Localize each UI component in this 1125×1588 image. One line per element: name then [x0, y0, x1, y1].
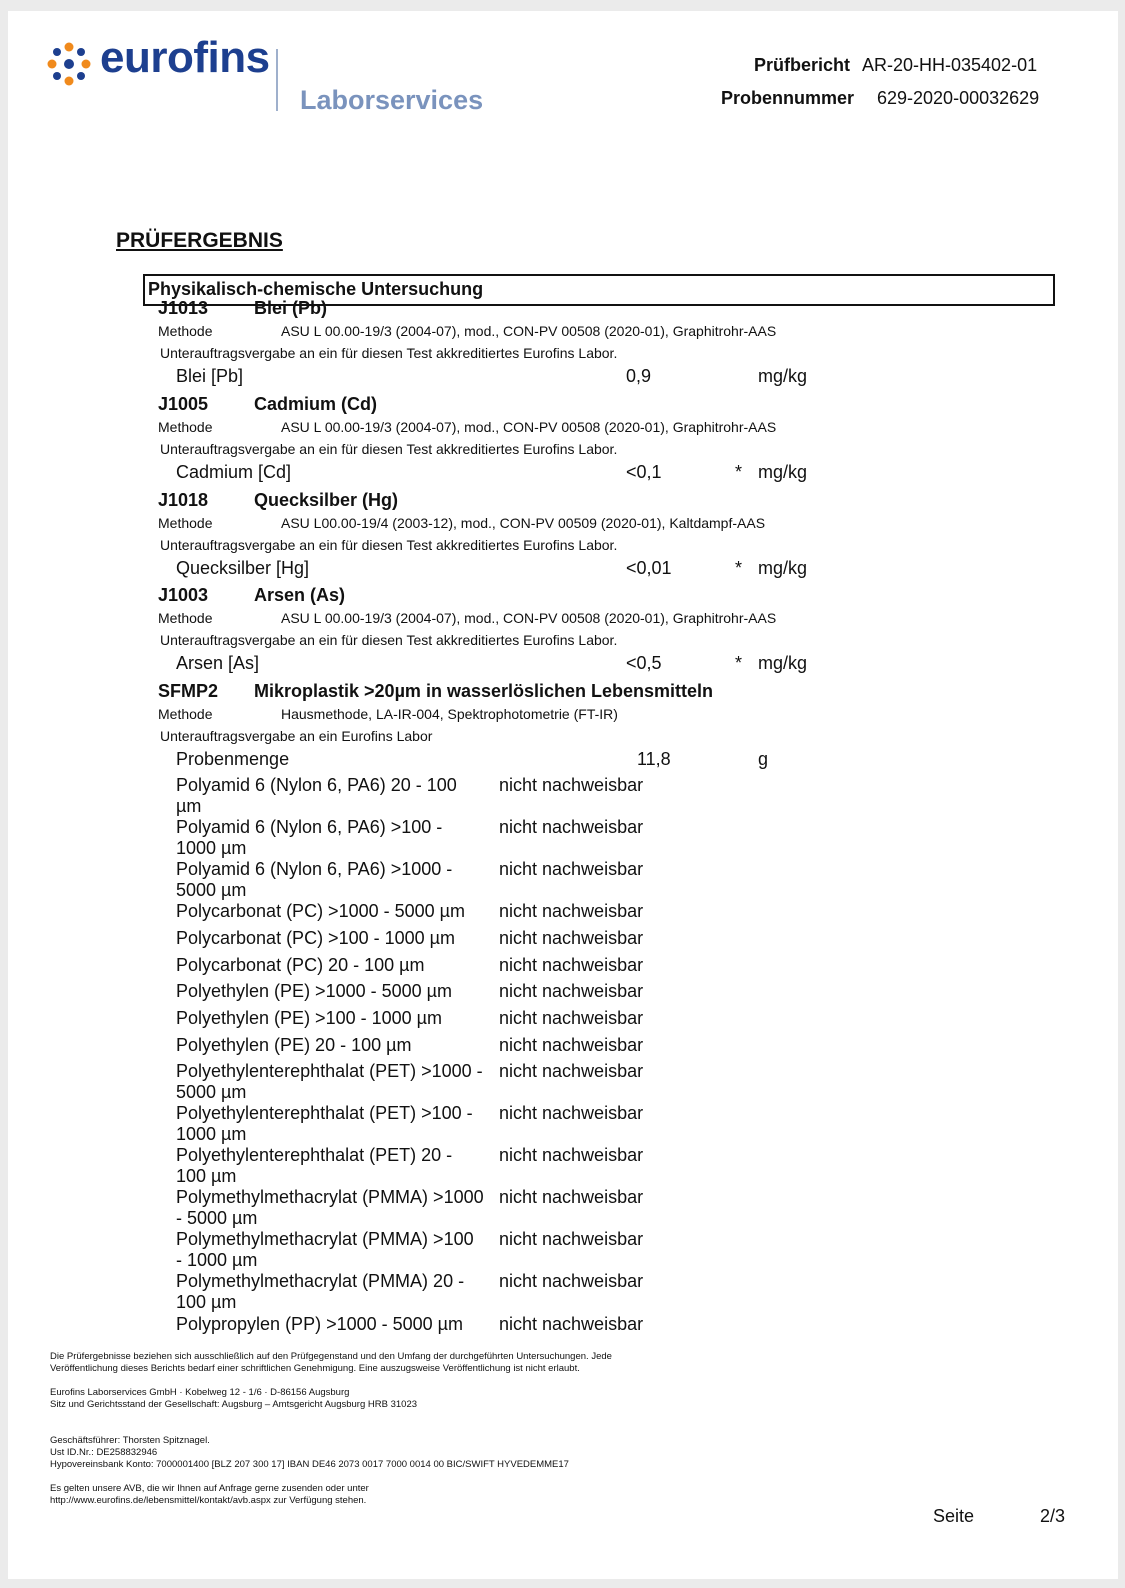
- polymer-name: Polymethylmethacrylat (PMMA) >1000 - 5000 µm: [176, 1187, 484, 1228]
- polymer-result: nicht nachweisbar: [499, 1271, 644, 1291]
- polymer-result: nicht nachweisbar: [499, 859, 644, 879]
- subcontract-note: Unterauftragsvergabe an ein für diesen Test akkreditiertes Eurofins Labor.: [160, 537, 618, 553]
- result-value: <0,1: [626, 462, 662, 482]
- polymer-name: Polyethylenterephthalat (PET) >100 - 1000 µm: [176, 1103, 473, 1144]
- polymer-result: nicht nachweisbar: [499, 1035, 644, 1055]
- method-label: Methode: [158, 706, 213, 722]
- subcontract-note: Unterauftragsvergabe an ein für diesen Test akkreditiertes Eurofins Labor.: [160, 632, 618, 648]
- polymer-name: Polypropylen (PP) >1000 - 5000 µm: [176, 1314, 464, 1334]
- polymer-result: nicht nachweisbar: [499, 1187, 644, 1207]
- footer-avb-line1: Es gelten unsere AVB, die wir Ihnen auf Anfrage gerne zusenden oder unter: [50, 1483, 369, 1494]
- method-text: ASU L 00.00-19/3 (2004-07), mod., CON-PV 00508 (2020-01), Graphitrohr-AAS: [281, 419, 777, 435]
- test-code: SFMP2: [158, 681, 219, 701]
- subcontract-note: Unterauftragsvergabe an ein Eurofins Labor: [160, 728, 433, 744]
- method-text: Hausmethode, LA-IR-004, Spektrophotometrie (FT-IR): [281, 706, 618, 722]
- test-code: J1018: [158, 490, 209, 510]
- result-unit: mg/kg: [758, 462, 808, 482]
- test-title: Mikroplastik >20µm in wasserlöslichen Lebensmitteln: [254, 681, 714, 701]
- result-unit: mg/kg: [758, 366, 808, 386]
- result-value: <0,5: [626, 653, 662, 673]
- page-number: 2/3: [1040, 1506, 1066, 1526]
- polymer-result: nicht nachweisbar: [499, 901, 644, 921]
- subcontract-note: Unterauftragsvergabe an ein für diesen Test akkreditiertes Eurofins Labor.: [160, 441, 618, 457]
- report-page: [8, 11, 1118, 1579]
- method-text: ASU L 00.00-19/3 (2004-07), mod., CON-PV 00508 (2020-01), Graphitrohr-AAS: [281, 610, 777, 626]
- method-text: ASU L 00.00-19/3 (2004-07), mod., CON-PV 00508 (2020-01), Graphitrohr-AAS: [281, 323, 777, 339]
- logo-divider: [276, 49, 278, 111]
- polymer-result: nicht nachweisbar: [499, 981, 644, 1001]
- polymer-result: nicht nachweisbar: [499, 775, 644, 795]
- result-value: 0,9: [626, 366, 652, 386]
- polymer-name: Polyamid 6 (Nylon 6, PA6) >1000 - 5000 µm: [176, 859, 453, 900]
- footer-address: Eurofins Laborservices GmbH · Kobelweg 12 - 1/6 · D-86156 Augsburg: [50, 1387, 350, 1398]
- sample-amount-label: Probenmenge: [176, 749, 290, 769]
- polymer-name: Polyethylen (PE) >100 - 1000 µm: [176, 1008, 443, 1028]
- polymer-name: Polyamid 6 (Nylon 6, PA6) >100 - 1000 µm: [176, 817, 443, 858]
- result-flag: *: [735, 653, 743, 673]
- test-code: J1013: [158, 298, 209, 318]
- result-name: Quecksilber [Hg]: [176, 558, 310, 578]
- method-label: Methode: [158, 323, 213, 339]
- sample-number: 629-2020-00032629: [877, 88, 1040, 108]
- polymer-result: nicht nachweisbar: [499, 955, 644, 975]
- test-code: J1005: [158, 394, 209, 414]
- result-name: Cadmium [Cd]: [176, 462, 292, 482]
- polymer-name: Polyethylen (PE) >1000 - 5000 µm: [176, 981, 453, 1001]
- method-label: Methode: [158, 515, 213, 531]
- polymer-result: nicht nachweisbar: [499, 1103, 644, 1123]
- footer-avb-line2: http://www.eurofins.de/lebensmittel/kontakt/avb.aspx zur Verfügung stehen.: [50, 1495, 367, 1506]
- polymer-name: Polyamid 6 (Nylon 6, PA6) 20 - 100 µm: [176, 775, 457, 816]
- test-title: Cadmium (Cd): [254, 394, 377, 414]
- polymer-name: Polyethylenterephthalat (PET) >1000 - 5000 µm: [176, 1061, 483, 1102]
- footer-legal: Die Prüfergebnisse beziehen sich ausschließlich auf den Prüfgegenstand und den Umfang der durchgeführten Untersuchungen. Jede Veröffentlichung dieses Berichts bedarf einer schriftlichen Genehmigung. Eine auszugsweise Veröffentlichung ist nicht erlaubt.: [50, 1351, 612, 1374]
- division-name: Laborservices: [300, 85, 484, 115]
- test-code: J1003: [158, 585, 209, 605]
- result-flag: *: [735, 558, 743, 578]
- result-value: <0,01: [626, 558, 672, 578]
- polymer-result: nicht nachweisbar: [499, 1008, 644, 1028]
- polymer-name: Polyethylen (PE) 20 - 100 µm: [176, 1035, 412, 1055]
- test-title: Quecksilber (Hg): [254, 490, 399, 510]
- report-label: Prüfbericht: [754, 55, 851, 75]
- report-number: AR-20-HH-035402-01: [862, 55, 1038, 75]
- polymer-result: nicht nachweisbar: [499, 928, 644, 948]
- sample-label: Probennummer: [721, 88, 855, 108]
- result-name: Arsen [As]: [176, 653, 260, 673]
- footer-registry: Sitz und Gerichtsstand der Gesellschaft: Augsburg – Amtsgericht Augsburg HRB 31023: [50, 1399, 418, 1410]
- polymer-name: Polymethylmethacrylat (PMMA) >100 - 1000 µm: [176, 1229, 474, 1270]
- result-unit: mg/kg: [758, 653, 808, 673]
- footer-ceo: Geschäftsführer: Thorsten Spitznagel.: [50, 1435, 210, 1446]
- method-text: ASU L00.00-19/4 (2003-12), mod., CON-PV 00509 (2020-01), Kaltdampf-AAS: [281, 515, 766, 531]
- sample-amount-unit: g: [758, 749, 769, 769]
- eurofins-logo-icon: [46, 41, 92, 87]
- result-flag: *: [735, 462, 743, 482]
- section-title: PRÜFERGEBNIS: [116, 229, 283, 252]
- test-title: Blei (Pb): [254, 298, 328, 318]
- brand-name: eurofins: [100, 33, 270, 82]
- result-unit: mg/kg: [758, 558, 808, 578]
- section-box-title: Physikalisch-chemische Untersuchung: [148, 279, 484, 299]
- polymer-result: nicht nachweisbar: [499, 1061, 644, 1081]
- result-name: Blei [Pb]: [176, 366, 244, 386]
- footer-bank: Hypovereinsbank Konto: 7000001400 [BLZ 207 300 17] IBAN DE46 2073 0017 7000 0014 00 BIC/SWIFT HYVEDEMME17: [50, 1459, 569, 1470]
- footer-vat: Ust ID.Nr.: DE258832946: [50, 1447, 158, 1458]
- subcontract-note: Unterauftragsvergabe an ein für diesen Test akkreditiertes Eurofins Labor.: [160, 345, 618, 361]
- page-label: Seite: [933, 1506, 975, 1526]
- method-label: Methode: [158, 419, 213, 435]
- sample-amount-value: 11,8: [637, 749, 671, 769]
- polymer-name: Polycarbonat (PC) 20 - 100 µm: [176, 955, 425, 975]
- method-label: Methode: [158, 610, 213, 626]
- polymer-name: Polymethylmethacrylat (PMMA) 20 - 100 µm: [176, 1271, 465, 1312]
- polymer-result: nicht nachweisbar: [499, 1229, 644, 1249]
- polymer-name: Polyethylenterephthalat (PET) 20 - 100 µm: [176, 1145, 453, 1186]
- polymer-result: nicht nachweisbar: [499, 1145, 644, 1165]
- test-title: Arsen (As): [254, 585, 346, 605]
- polymer-name: Polycarbonat (PC) >100 - 1000 µm: [176, 928, 456, 948]
- polymer-result: nicht nachweisbar: [499, 1314, 644, 1334]
- polymer-result: nicht nachweisbar: [499, 817, 644, 837]
- polymer-name: Polycarbonat (PC) >1000 - 5000 µm: [176, 901, 466, 921]
